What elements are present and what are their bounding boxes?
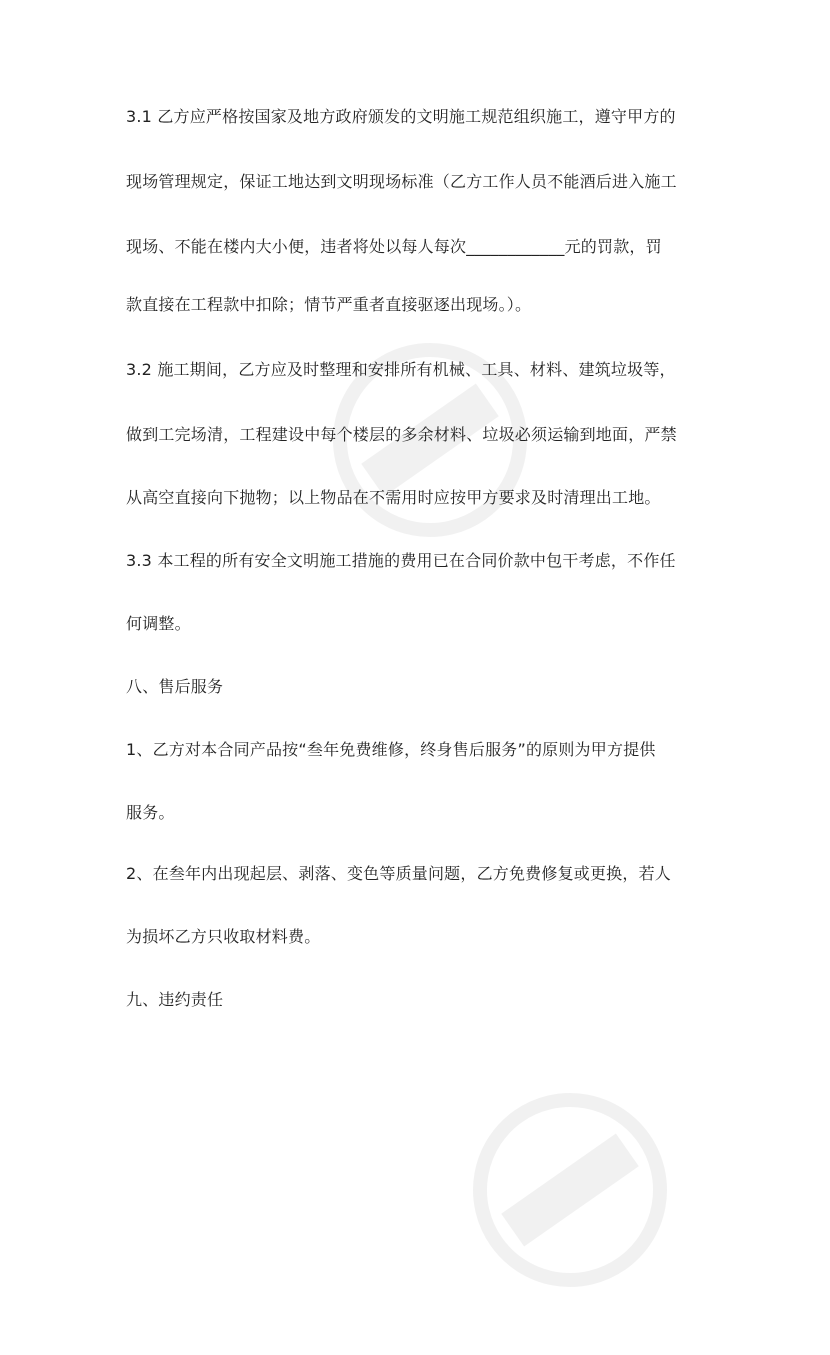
section-heading-after-sales: 八、售后服务 [126, 677, 224, 696]
clause-3-3-line-2: 何调整。 [126, 614, 191, 633]
clause-3-1-line-3: 现场、不能在楼内大小便，违者将处以每人每次____________元的罚款，罚 [126, 237, 662, 256]
after-sales-item-1-line-2: 服务。 [126, 803, 175, 822]
section-heading-breach-liability: 九、违约责任 [126, 990, 224, 1009]
clause-3-1-line-4: 款直接在工程款中扣除；情节严重者直接驱逐出现场。）。 [126, 295, 532, 314]
clause-3-2-line-1: 3.2 施工期间，乙方应及时整理和安排所有机械、工具、材料、建筑垃圾等， [126, 360, 676, 379]
after-sales-item-1-line-1: 1、乙方对本合同产品按“叁年免费维修，终身售后服务”的原则为甲方提供 [126, 740, 656, 759]
clause-3-1-line-2: 现场管理规定，保证工地达到文明现场标准（乙方工作人员不能酒后进入施工 [126, 172, 677, 191]
clause-3-2-line-2: 做到工完场清，工程建设中每个楼层的多余材料、垃圾必须运输到地面，严禁 [126, 425, 677, 444]
watermark-graphic-bottom [400, 1025, 739, 1354]
after-sales-item-2-line-1: 2、在叁年内出现起层、剥落、变色等质量问题，乙方免费修复或更换，若人 [126, 864, 671, 883]
after-sales-item-2-line-2: 为损坏乙方只收取材料费。 [126, 927, 321, 946]
clause-3-2-line-3: 从高空直接向下抛物；以上物品在不需用时应按甲方要求及时清理出工地。 [126, 488, 661, 507]
clause-3-3-line-1: 3.3 本工程的所有安全文明施工措施的费用已在合同价款中包干考虑，不作任 [126, 551, 676, 570]
clause-3-1-line-1: 3.1 乙方应严格按国家及地方政府颁发的文明施工规范组织施工，遵守甲方的 [126, 107, 676, 126]
